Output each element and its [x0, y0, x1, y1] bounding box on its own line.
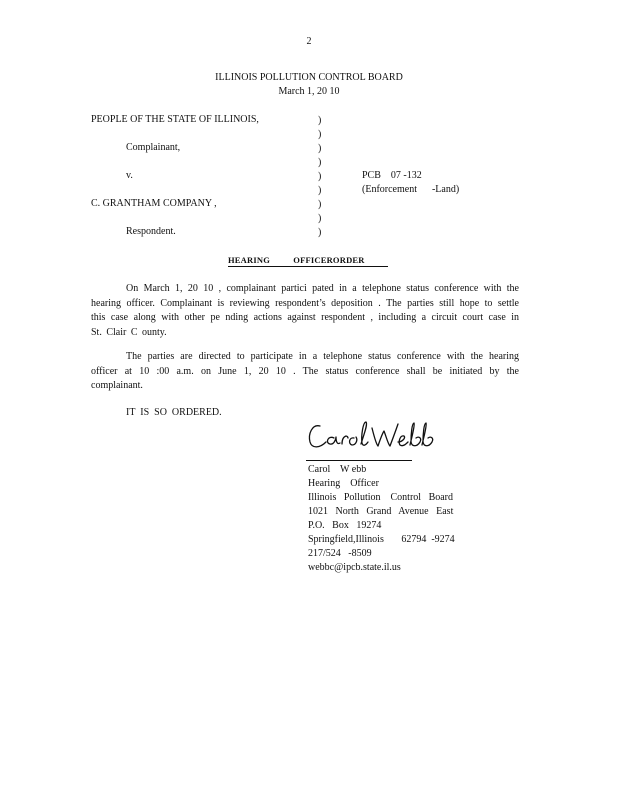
handwritten-signature	[306, 418, 438, 454]
caption-parentheses	[318, 114, 321, 240]
paren: )	[318, 115, 322, 126]
page-number: 2	[306, 36, 312, 47]
board-name: ILLINOIS POLLUTION CONTROL BOARD	[215, 72, 403, 83]
versus-label: v.	[126, 170, 133, 181]
order-title-underline	[228, 255, 388, 267]
so-ordered: IT IS SO ORDERED.	[126, 407, 222, 418]
signer-agency: Illinois Pollution Control Board	[308, 492, 454, 503]
case-number: PCB 07 -132	[362, 170, 422, 181]
order-title: HEARING OFFICERORDER	[228, 255, 365, 265]
signature-line	[306, 460, 412, 461]
signature-block	[308, 463, 455, 575]
signer-po-box: P.O. Box 19274	[308, 520, 382, 531]
paren: )	[318, 199, 322, 210]
paragraph-1: On March 1, 20 10 , complainant partici pated in a telephone status conference with the hearing officer. Complainant is reviewing respondent’s deposition . The parties still hope to settle this case along with other pe nding actions against respondent , including a circuit court case in St. Clair C ounty.	[91, 283, 519, 338]
paren: )	[318, 185, 322, 196]
paren: )	[318, 227, 322, 238]
plaintiff-name: PEOPLE OF THE STATE OF ILLINOIS,	[91, 114, 259, 125]
defendant-role: Respondent.	[126, 226, 176, 237]
paren: )	[318, 171, 322, 182]
signer-email[interactable]: webbc@ipcb.state.il.us	[308, 562, 401, 573]
defendant-name: C. GRANTHAM COMPANY ,	[91, 198, 217, 209]
order-date: March 1, 20 10	[278, 86, 340, 97]
signer-title: Hearing Officer	[308, 478, 379, 489]
paren: )	[318, 213, 322, 224]
signer-name: Carol W ebb	[308, 464, 367, 475]
paren: )	[318, 157, 322, 168]
signer-phone: 217/524 -8509	[308, 548, 372, 559]
paren: )	[318, 129, 322, 140]
paragraph-2: The parties are directed to participate in a telephone status conference with the hearing officer at 10 :00 a.m. on June 1, 20 10 . The status conference shall be initiated by the complainant.	[91, 351, 519, 391]
signer-city: Springfield,Illinois 62794 -9274	[308, 534, 455, 545]
signer-street: 1021 North Grand Avenue East	[308, 506, 454, 517]
case-type: (Enforcement -Land)	[362, 184, 460, 195]
paren: )	[318, 143, 322, 154]
plaintiff-role: Complainant,	[126, 142, 181, 153]
